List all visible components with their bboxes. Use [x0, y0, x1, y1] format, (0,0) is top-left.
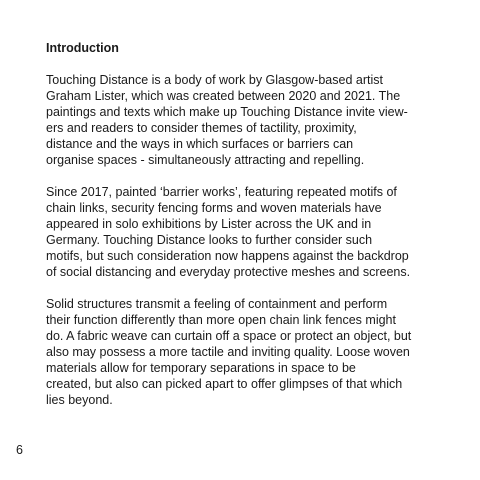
text-line: ers and readers to consider themes of tactility, proximity, — [46, 121, 357, 135]
text-line: distance and the ways in which surfaces or barriers can — [46, 137, 354, 151]
text-line: appeared in solo exhibitions by Lister across the UK and in — [46, 217, 372, 231]
section-heading: Introduction — [46, 41, 119, 55]
page-content — [46, 40, 446, 424]
page-number: 6 — [16, 443, 23, 457]
text-line: materials allow for temporary separations in space to be — [46, 361, 356, 375]
paragraph-3 — [46, 296, 446, 408]
text-line: Germany. Touching Distance looks to further consider such — [46, 233, 373, 247]
text-line: organise spaces - simultaneously attracting and repelling. — [46, 153, 365, 167]
paragraph-2 — [46, 184, 446, 280]
text-line: Touching Distance is a body of work by Glasgow-based artist — [46, 73, 383, 87]
text-line: of social distancing and everyday protective meshes and screens. — [46, 265, 411, 279]
text-line: paintings and texts which make up Touching Distance invite view- — [46, 105, 408, 119]
text-line: created, but also can picked apart to offer glimpses of that which — [46, 377, 403, 391]
paragraph-1 — [46, 72, 446, 168]
text-line: Graham Lister, which was created between 2020 and 2021. The — [46, 89, 401, 103]
text-line: also may possess a more tactile and inviting quality. Loose woven — [46, 345, 410, 359]
text-line: Solid structures transmit a feeling of containment and perform — [46, 297, 388, 311]
text-line: lies beyond. — [46, 393, 113, 407]
text-line: chain links, security fencing forms and woven materials have — [46, 201, 382, 215]
text-line: their function differently than more open chain link fences might — [46, 313, 396, 327]
text-line: do. A fabric weave can curtain off a space or protect an object, but — [46, 329, 412, 343]
text-line: motifs, but such consideration now happens against the backdrop — [46, 249, 409, 263]
text-line: Since 2017, painted ‘barrier works’, featuring repeated motifs of — [46, 185, 397, 199]
